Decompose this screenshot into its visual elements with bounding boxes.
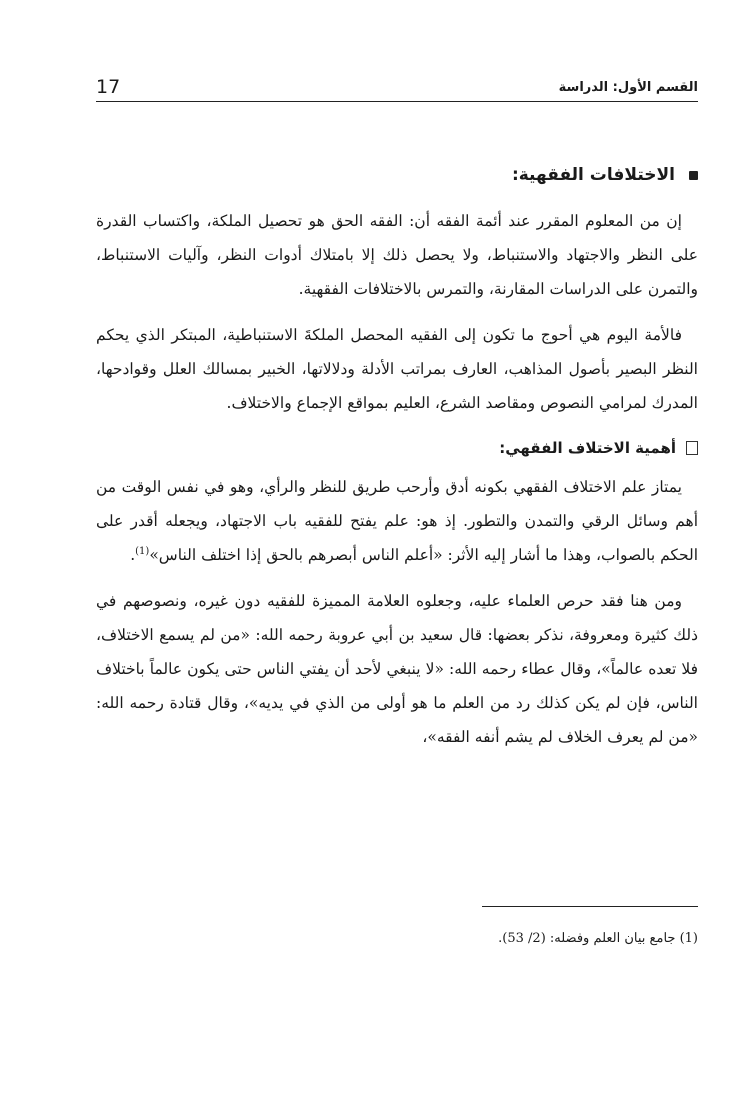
footnote-rule	[482, 906, 698, 907]
header-rule	[96, 101, 698, 102]
footnote: (1) جامع بيان العلم وفضله: (2/ 53).	[498, 931, 698, 946]
section-heading-text: الاختلافات الفقهية:	[511, 165, 675, 185]
section-heading	[96, 156, 698, 194]
section-paragraph-2: فالأمة اليوم هي أحوج ما تكون إلى الفقيه المحصل الملكةَ الاستنباطية، المبتكر الذي يحكم النظر البصير بأصول المذاهب، العارف بمراتب الأدلة ودلالاتها، الخبير بمسالك العلل وقوادحها، المدرك لمرامي النصوص ومقاصد الشرع، العليم بمواقع الإجماع والاختلاف.	[96, 326, 698, 412]
subsection-paragraph-1-end: .	[130, 546, 136, 564]
main-content	[96, 150, 698, 766]
subsection-heading-text: أهمية الاختلاف الفقهي:	[499, 439, 676, 457]
page-header	[96, 76, 698, 102]
section-paragraph-1: إن من المعلوم المقرر عند أئمة الفقه أن: الفقه الحق هو تحصيل الملكة، واكتساب القدرة على النظر والاجتهاد والاستنباط، ولا يحصل ذلك إلا بامتلاك أدوات النظر، وآليات الاستنباط، والتمرن على الدراسات المقارنة، والتمرس بالاختلافات الفقهية.	[96, 212, 698, 298]
footnote-marker[interactable]: (1)	[135, 545, 150, 557]
square-bullet-icon	[689, 171, 698, 180]
subsection-paragraph-2: ومن هنا فقد حرص العلماء عليه، وجعلوه العلامة المميزة للفقيه دون غيره، ونصوصهم في ذلك كثيرة ومعروفة، نذكر بعضها: قال سعيد بن أبي عروبة رحمه الله: «من لم يسمع الاختلاف، فلا تعده عالماً»، وقال عطاء رحمه الله: «لا ينبغي لأحد أن يفتي الناس حتى يكون عالماً باختلاف الناس، فإن لم يكن كذلك رد من العلم ما هو أولى من الذي في يديه»، وقال قتادة رحمه الله: «من لم يعرف الخلاف لم يشم أنفه الفقه»،	[96, 592, 698, 746]
subsection-paragraph-1	[96, 470, 698, 572]
page-number: 17	[96, 76, 121, 98]
running-head: القسم الأول: الدراسة	[558, 80, 698, 95]
subsection-paragraph-1-text: يمتاز علم الاختلاف الفقهي بكونه أدق وأرحب طريق للنظر والرأي، وهو في نفس الوقت من أهم وسائل الرقي والتمدن والتطور. إذ هو: علم يفتح للفقيه باب الاجتهاد، ويجعله أقدر على الحكم بالصواب، وهذا ما أشار إليه الأثر: «أعلم الناس أبصرهم بالحق إذا اختلف الناس»	[96, 478, 698, 564]
empty-box-icon	[686, 441, 698, 455]
subsection-heading	[96, 432, 698, 464]
